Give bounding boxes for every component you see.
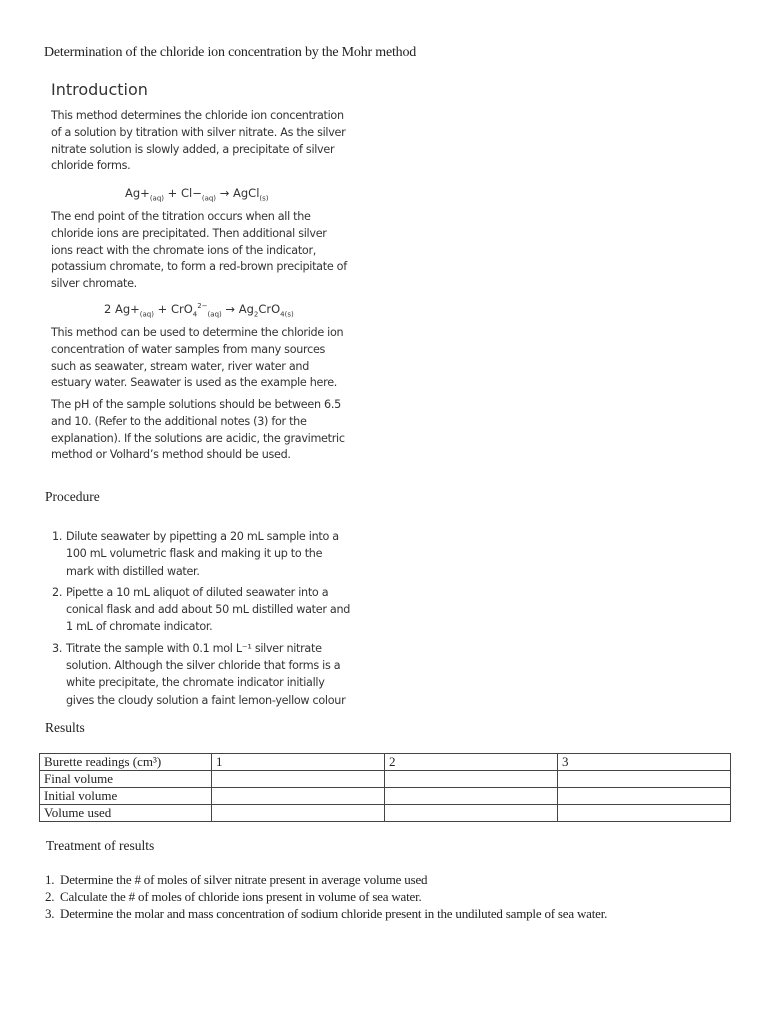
step-text: Dilute seawater by pipetting a 20 mL sample into a 100 mL volumetric flask and making it up to the mark with distilled water. xyxy=(66,530,339,578)
item-text: Calculate the # of moles of chloride ions present in volume of sea water. xyxy=(60,889,422,904)
table-header-cell: Burette readings (cm³) xyxy=(40,754,212,771)
item-number: 3. xyxy=(45,906,55,921)
eq2-chromate: CrO xyxy=(170,302,193,316)
table-cell xyxy=(558,771,731,788)
eq1-silver-state: (aq) xyxy=(149,194,165,203)
eq2-chromate-charge: 2− xyxy=(197,302,208,311)
table-header-row xyxy=(40,754,731,771)
eq2-chromate-sub: 4 xyxy=(192,310,198,319)
results-table xyxy=(39,753,731,822)
table-row-label: Final volume xyxy=(40,771,212,788)
eq2-silver-ion: 2 Ag+ xyxy=(104,302,140,316)
treatment-item xyxy=(45,888,607,905)
intro-paragraph-4: The pH of the sample solutions should be between 6.5 and 10. (Refer to the additional notes (3) for the explanation). If the solutions are acidic, the gravimetric method or Volhard’s method should be used. xyxy=(51,398,345,462)
eq2-chromate-state: (aq) xyxy=(207,310,222,319)
introduction-heading: Introduction xyxy=(51,80,148,99)
eq2-plus: + xyxy=(157,302,168,316)
eq1-plus: + xyxy=(167,186,178,200)
step-text: Titrate the sample with 0.1 mol L⁻¹ silver nitrate solution. Although the silver chloride that forms is a white precipitate, the chromate indicator initially gives the cloudy solution a faint lemon-yellow colour xyxy=(66,641,346,707)
table-cell xyxy=(212,805,385,822)
step-number: 2. xyxy=(52,585,63,599)
equation-silver-chloride xyxy=(125,186,269,202)
procedure-heading: Procedure xyxy=(45,489,100,504)
treatment-item xyxy=(45,905,607,922)
eq2-product-cro: CrO xyxy=(258,302,281,316)
table-row xyxy=(40,805,731,822)
treatment-list xyxy=(45,871,607,922)
eq1-arrow: → xyxy=(219,186,230,200)
procedure-step xyxy=(52,528,352,580)
table-cell xyxy=(385,788,558,805)
table-cell xyxy=(385,771,558,788)
table-row-label: Initial volume xyxy=(40,788,212,805)
table-header-cell: 2 xyxy=(385,754,558,771)
item-number: 2. xyxy=(45,889,55,904)
table-cell xyxy=(558,805,731,822)
procedure-step xyxy=(52,584,352,636)
table-header-cell: 3 xyxy=(558,754,731,771)
table-header-cell: 1 xyxy=(212,754,385,771)
treatment-heading: Treatment of results xyxy=(46,838,155,853)
eq1-product: AgCl xyxy=(233,186,260,200)
table-cell xyxy=(558,788,731,805)
table-cell xyxy=(212,771,385,788)
eq1-chloride-ion: Cl− xyxy=(180,186,202,200)
step-text: Pipette a 10 mL aliquot of diluted seawater into a conical flask and add about 50 mL distilled water and 1 mL of chromate indicator. xyxy=(66,585,351,634)
table-cell xyxy=(212,788,385,805)
treatment-item xyxy=(45,871,607,888)
procedure-steps xyxy=(52,528,352,713)
table-row-label: Volume used xyxy=(40,805,212,822)
item-text: Determine the # of moles of silver nitrate present in average volume used xyxy=(60,872,428,887)
table-cell xyxy=(385,805,558,822)
table-row xyxy=(40,788,731,805)
eq2-arrow: → xyxy=(225,302,236,316)
eq1-chloride-state: (aq) xyxy=(201,194,217,203)
step-number: 1. xyxy=(52,530,63,543)
eq1-silver-ion: Ag+ xyxy=(125,186,150,200)
equation-silver-chromate xyxy=(104,302,294,318)
eq2-product-ag-sub: 2 xyxy=(253,310,259,319)
procedure-step xyxy=(52,640,352,709)
eq2-product-ag: Ag xyxy=(238,302,254,316)
step-number: 3. xyxy=(52,641,63,655)
item-text: Determine the molar and mass concentration of sodium chloride present in the undiluted sample of sea water. xyxy=(60,906,608,921)
intro-paragraph-3: This method can be used to determine the chloride ion concentration of water samples from many sources such as seawater, stream water, river water and estuary water. Seawater is used as the example here. xyxy=(51,326,344,390)
eq2-silver-state: (aq) xyxy=(139,310,154,319)
eq1-product-state: (s) xyxy=(259,194,269,203)
table-row xyxy=(40,771,731,788)
intro-paragraph-1: This method determines the chloride ion concentration of a solution by titration with silver nitrate. As the silver nitrate solution is slowly added, a precipitate of silver chloride forms. xyxy=(51,109,346,173)
intro-paragraph-2: The end point of the titration occurs when all the chloride ions are precipitated. Then additional silver ions react with the chromate ions of the indicator, potassium chromate, to form a red-brown precipitate of silver chromate. xyxy=(51,210,347,291)
results-heading: Results xyxy=(45,720,85,735)
item-number: 1. xyxy=(45,872,55,887)
eq2-product-cro-sub: 4(s) xyxy=(280,310,294,319)
document-title: Determination of the chloride ion concentration by the Mohr method xyxy=(44,45,417,60)
